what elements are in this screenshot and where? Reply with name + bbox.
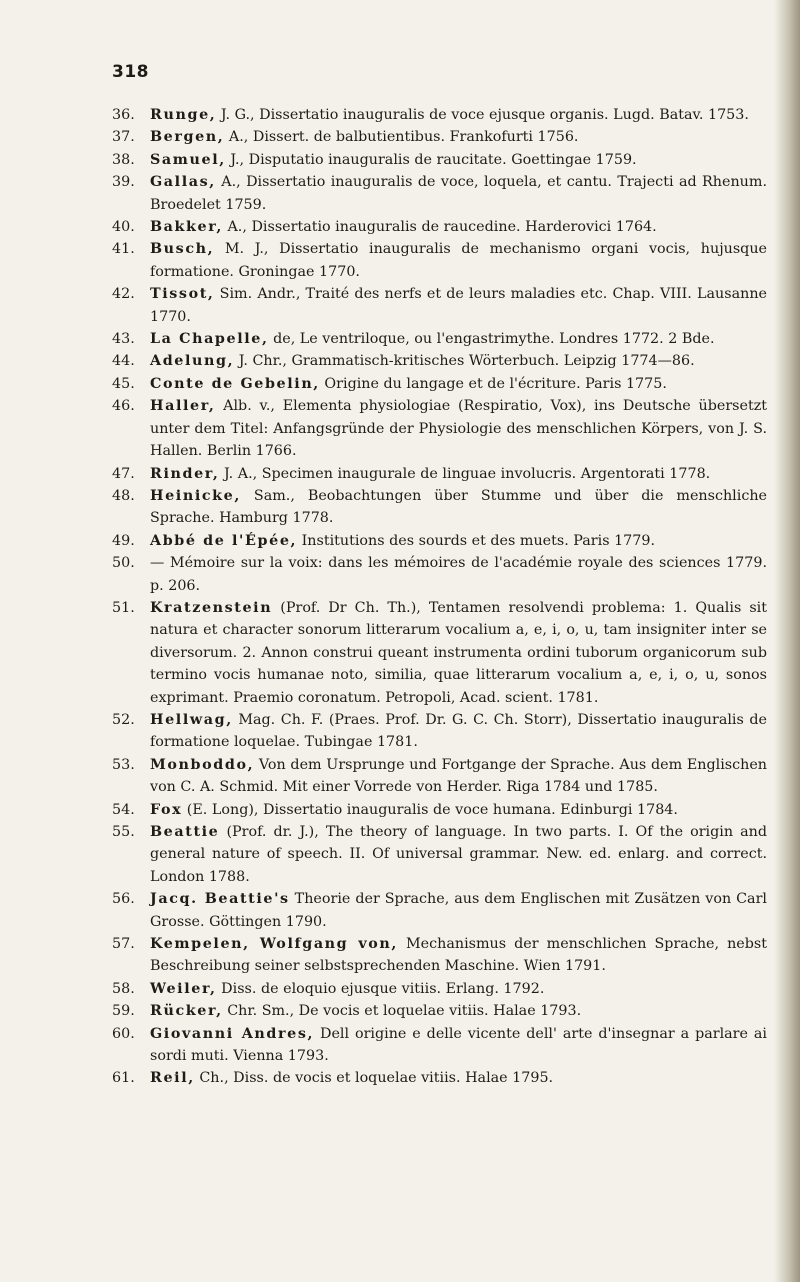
bibliography-entry: [112, 709, 767, 754]
entry-author: La Chapelle,: [150, 331, 269, 348]
entry-body: [150, 126, 767, 148]
entry-text: Sim. Andr., Traité des nerfs et de leurs maladies etc. Chap. VIII. Lausanne 1770.: [150, 286, 767, 325]
entry-text: A., Dissert. de balbutientibus. Frankofurti 1756.: [224, 129, 579, 146]
entry-text: Institutions des sourds et des muets. Paris 1779.: [297, 532, 656, 549]
entry-author: Reil,: [150, 1070, 195, 1087]
bibliography-entry: [112, 463, 767, 485]
bibliography-entry: [112, 485, 767, 530]
bibliography-entry: [112, 104, 767, 126]
entry-author: Fox: [150, 801, 183, 818]
entry-author: Heinicke,: [150, 487, 241, 504]
entry-author: Tissot,: [150, 286, 215, 303]
entry-author: Kratzenstein: [150, 599, 273, 616]
entry-text: (Prof. dr. J.), The theory of language. In two parts. I. Of the origin and general nature of speech. II. Of universal grammar. New. ed. enlarg. and correct. London 1788.: [150, 824, 767, 885]
entry-number: 61.: [112, 1070, 135, 1087]
entry-author: Runge,: [150, 107, 217, 123]
entry-body: [150, 238, 767, 283]
entry-number: 45.: [112, 375, 135, 392]
entry-text: Von dem Ursprunge und Fortgange der Sprache. Aus dem Englischen von C. A. Schmid. Mit einer Vorrede von Herder. Riga 1784 und 1785.: [150, 756, 767, 796]
entry-text: Theorie der Sprache, aus dem Englischen mit Zusätzen von Carl Grosse. Göttingen 1790.: [150, 891, 767, 930]
bibliography-entry: [112, 552, 767, 597]
bibliography-entry: [112, 597, 767, 709]
entry-number: 47.: [112, 465, 135, 482]
entry-number: 51.: [112, 599, 135, 616]
entry-number: 40.: [112, 219, 135, 236]
entry-text: Mag. Ch. F. (Praes. Prof. Dr. G. C. Ch. Storr), Dissertatio inauguralis de formatione loquelae. Tubingae 1781.: [150, 711, 767, 751]
entry-body: [150, 888, 767, 933]
bibliography-entry: [112, 1023, 767, 1068]
entry-body: [150, 552, 767, 597]
entry-body: [150, 1067, 767, 1089]
entry-author: Jacq. Beattie's: [150, 891, 290, 908]
entry-text: (E. Long), Dissertatio inauguralis de voce humana. Edinburgi 1784.: [182, 801, 678, 818]
bibliography-entry: [112, 149, 767, 171]
entry-text: Mechanismus der menschlichen Sprache, nebst Beschreibung seiner selbstsprechenden Maschine. Wien 1791.: [150, 936, 767, 975]
bibliography-entry: [112, 821, 767, 888]
entry-number: 48.: [112, 487, 135, 504]
entry-body: [150, 149, 767, 171]
entry-author: Haller,: [150, 398, 216, 415]
entry-text: — Mémoire sur la voix: dans les mémoires de l'académie royale des sciences 1779. p. 206.: [150, 555, 767, 594]
page-number: 318: [112, 62, 149, 82]
entry-body: [150, 530, 767, 552]
entry-text: J. Chr., Grammatisch-kritisches Wörterbuch. Leipzig 1774—86.: [234, 353, 695, 370]
entry-number: 53.: [112, 756, 135, 773]
entry-body: [150, 933, 767, 978]
bibliography-entry: [112, 530, 767, 552]
bibliography-entry: [112, 216, 767, 238]
entry-number: 50.: [112, 555, 135, 572]
bibliography-entry: [112, 395, 767, 462]
entry-text: J., Disputatio inauguralis de raucitate. Goettingae 1759.: [225, 151, 637, 168]
entry-author: Giovanni Andres,: [150, 1025, 315, 1042]
entry-text: de, Le ventriloque, ou l'engastrimythe. Londres 1772. 2 Bde.: [268, 331, 715, 348]
entry-text: J. A., Specimen inaugurale de linguae involucris. Argentorati 1778.: [219, 465, 711, 482]
entry-body: [150, 395, 767, 462]
entry-body: [150, 463, 767, 485]
entry-text: Origine du langage et de l'écriture. Paris 1775.: [319, 375, 667, 392]
bibliography-entry: [112, 933, 767, 978]
entry-author: Adelung,: [150, 353, 235, 370]
entry-author: Monboddo,: [150, 756, 255, 773]
entry-author: Busch,: [150, 241, 215, 258]
entry-body: [150, 799, 767, 821]
entry-number: 43.: [112, 331, 135, 348]
entry-body: [150, 373, 767, 395]
bibliography-entry: [112, 328, 767, 350]
entry-number: 59.: [112, 1003, 135, 1020]
entry-number: 52.: [112, 711, 135, 728]
entry-number: 49.: [112, 532, 135, 549]
entry-body: [150, 709, 767, 754]
entry-text: Alb. v., Elementa physiologiae (Respiratio, Vox), ins Deutsche übersetzt unter dem Titel: Anfangsgründe der Physiologie des menschlichen Körpers, von J. S. Hallen. Berlin 1766.: [150, 398, 767, 460]
entry-author: Bergen,: [150, 129, 225, 146]
bibliography-entry: [112, 754, 767, 799]
entry-number: 42.: [112, 286, 135, 303]
entry-number: 46.: [112, 398, 135, 415]
entry-text: A., Dissertatio inauguralis de voce, loquela, et cantu. Trajecti ad Rhenum. Broedelet 1759.: [150, 174, 767, 213]
entry-text: Diss. de eloquio ejusque vitiis. Erlang. 1792.: [216, 980, 545, 997]
bibliography-entry: [112, 350, 767, 372]
bibliography-entry: [112, 799, 767, 821]
entry-body: [150, 754, 767, 799]
bibliography-list: [112, 104, 767, 1090]
entry-author: Bakker,: [150, 219, 223, 236]
entry-number: 60.: [112, 1025, 135, 1042]
entry-text: Dell origine e delle vicente dell' arte d'insegnar a parlare ai sordi muti. Vienna 1793.: [150, 1025, 767, 1065]
entry-author: Beattie: [150, 824, 220, 840]
bibliography-entry: [112, 888, 767, 933]
entry-number: 39.: [112, 174, 135, 191]
entry-author: Kempelen, Wolfgang von,: [150, 936, 398, 953]
entry-author: Rinder,: [150, 465, 220, 482]
entry-text: (Prof. Dr Ch. Th.), Tentamen resolvendi problema: 1. Qualis sit natura et character sonorum litterarum vocalium a, e, i, o, u, tam insigniter inter se diversorum. 2. Annon construi queant instrumenta ordini tuborum organicorum sub termino vocis humanae noto, similia, quae litterarum vocalium a, e, i, o, u, sonos exprimant. Praemio coronatum. Petropoli, Acad. scient. 1781.: [150, 599, 767, 706]
entry-text: Ch., Diss. de vocis et loquelae vitiis. Halae 1795.: [194, 1070, 554, 1087]
entry-author: Abbé de l'Épée,: [150, 532, 298, 549]
entry-number: 38.: [112, 151, 135, 168]
entry-body: [150, 821, 767, 888]
entry-author: Conte de Gebelin,: [150, 375, 320, 392]
entry-author: Weiler,: [150, 980, 217, 997]
entry-body: [150, 597, 767, 709]
entry-number: 58.: [112, 980, 135, 997]
entry-number: 57.: [112, 936, 135, 953]
entry-body: [150, 1000, 767, 1022]
entry-number: 54.: [112, 801, 135, 818]
entry-number: 44.: [112, 353, 135, 370]
entry-body: [150, 171, 767, 216]
bibliography-entry: [112, 126, 767, 148]
entry-body: [150, 485, 767, 530]
bibliography-entry: [112, 283, 767, 328]
entry-body: [150, 216, 767, 238]
entry-number: 41.: [112, 241, 135, 258]
page-edge-shadow: [774, 0, 800, 1282]
entry-author: Rücker,: [150, 1003, 223, 1020]
bibliography-entry: [112, 373, 767, 395]
entry-text: M. J., Dissertatio inauguralis de mechanismo organi vocis, hujusque formatione. Groningae 1770.: [150, 241, 767, 280]
entry-body: [150, 328, 767, 350]
entry-number: 56.: [112, 891, 135, 908]
entry-number: 36.: [112, 107, 135, 123]
entry-body: [150, 1023, 767, 1068]
entry-number: 37.: [112, 129, 135, 146]
bibliography-entry: [112, 1067, 767, 1089]
entry-author: Samuel,: [150, 151, 226, 168]
entry-text: Chr. Sm., De vocis et loquelae vitiis. Halae 1793.: [222, 1003, 582, 1020]
entry-author: Gallas,: [150, 174, 216, 191]
entry-body: [150, 350, 767, 372]
bibliography-entry: [112, 978, 767, 1000]
entry-text: J. G., Dissertatio inauguralis de voce ejusque organis. Lugd. Batav. 1753.: [216, 107, 749, 123]
entry-author: Hellwag,: [150, 711, 233, 728]
entry-text: Sam., Beobachtungen über Stumme und über die menschliche Sprache. Hamburg 1778.: [150, 487, 767, 527]
entry-text: A., Dissertatio inauguralis de raucedine. Harderovici 1764.: [222, 219, 657, 236]
bibliography-entry: [112, 171, 767, 216]
entry-body: [150, 283, 767, 328]
entry-number: 55.: [112, 824, 135, 840]
entry-body: [150, 978, 767, 1000]
bibliography-entry: [112, 238, 767, 283]
bibliography-entry: [112, 1000, 767, 1022]
entry-body: [150, 104, 767, 126]
